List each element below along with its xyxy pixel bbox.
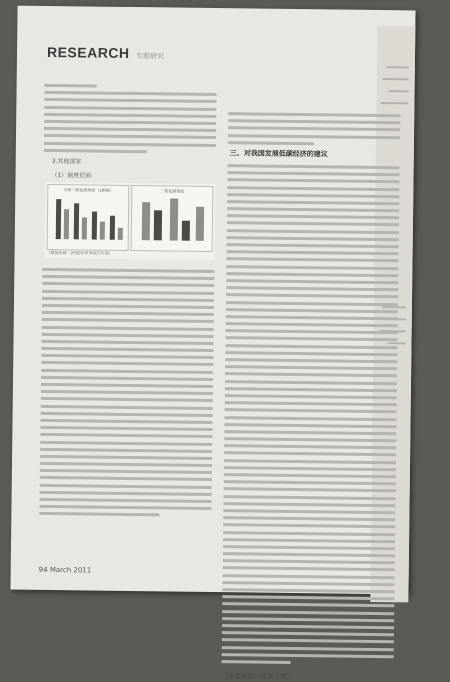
chart-right-title: 二氧化碳排放 xyxy=(160,188,185,194)
section-subtitle: 专题研究 xyxy=(135,53,165,61)
figure-block xyxy=(45,182,216,260)
section-title: RESEARCH xyxy=(46,43,130,61)
right-column xyxy=(221,112,400,682)
left-column-lower xyxy=(39,268,214,522)
subheading-institutional: （1）制度层面 xyxy=(51,171,92,180)
subheading-other-countries: 3.其他国家 xyxy=(51,157,82,166)
bar-chart-left xyxy=(47,184,130,251)
section-three-heading: 三、对我国发展低碳经济的建议 xyxy=(229,149,328,159)
author-note: （作者单位：北京大学） xyxy=(221,672,293,681)
page-footer xyxy=(39,566,92,575)
magazine-page xyxy=(10,6,415,681)
figure-caption: （数据来源：2009年世界统计年鉴） xyxy=(46,249,113,256)
section-header xyxy=(47,44,164,63)
bar-chart-right xyxy=(131,185,214,252)
page-number: 94 xyxy=(38,565,48,574)
left-column xyxy=(43,84,216,186)
chart-left-title: 全球二氧化碳排放（1990） xyxy=(63,187,114,193)
issue-date: March 2011 xyxy=(49,566,92,575)
